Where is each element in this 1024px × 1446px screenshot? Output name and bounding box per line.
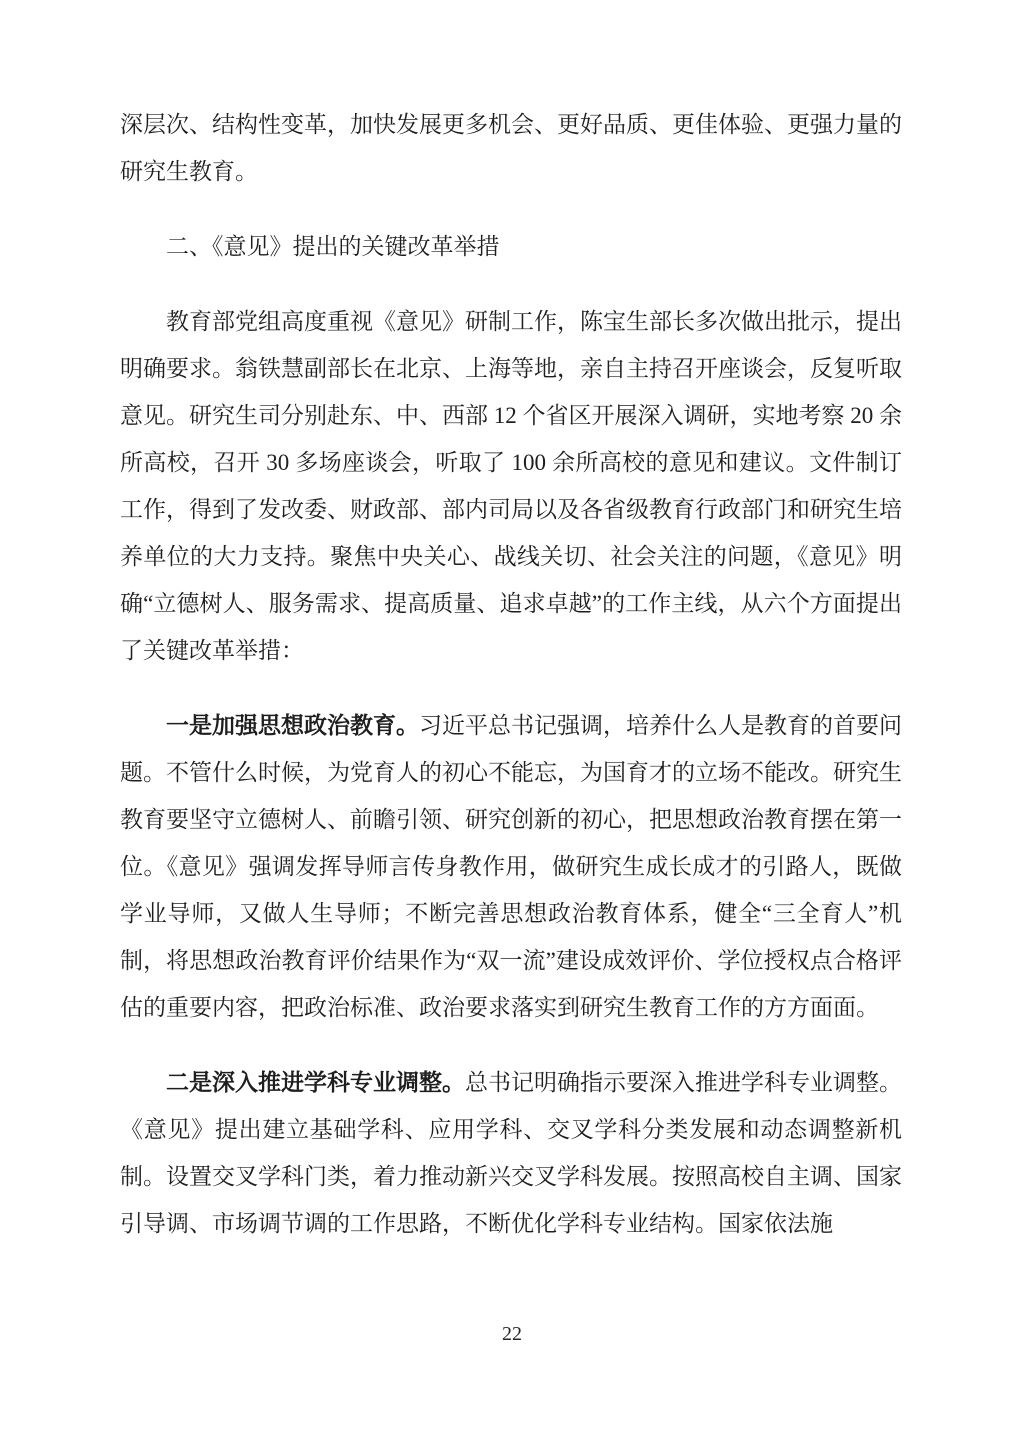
page-number: 22 — [502, 1323, 522, 1345]
section-heading: 二、《意见》提出的关键改革举措 — [166, 234, 500, 259]
page-footer — [0, 1320, 1024, 1348]
paragraph-measure-1 — [120, 702, 902, 1031]
paragraph-overview — [120, 298, 902, 674]
paragraph-measure-1-lead: 一是加强思想政治教育。 — [166, 713, 419, 738]
paragraph-measure-2-lead: 二是深入推进学科专业调整。 — [166, 1070, 465, 1095]
continuation-paragraph: 深层次、结构性变革，加快发展更多机会、更好品质、更佳体验、更强力量的研究生教育。 — [120, 112, 902, 184]
paragraph-measure-2 — [120, 1059, 902, 1247]
paragraph-measure-1-text: 习近平总书记强调，培养什么人是教育的首要问题。不管什么时候，为党育人的初心不能忘，为国育才的立场不能改。研究生教育要坚守立德树人、前瞻引领、研究创新的初心，把思想政治教育摆在第一位。《意见》强调发挥导师言传身教作用，做研究生成长成才的引路人，既做学业导师，又做人生导师；不断完善思想政治教育体系，健全“三全育人”机制，将思想政治教育评价结果作为“双一流”建设成效评价、学位授权点合格评估的重要内容，把政治标准、政治要求落实到研究生教育工作的方方面面。 — [120, 713, 902, 1020]
paragraph-overview-text: 教育部党组高度重视《意见》研制工作，陈宝生部长多次做出批示，提出明确要求。翁铁慧副部长在北京、上海等地，亲自主持召开座谈会，反复听取意见。研究生司分别赴东、中、西部 12 个省区开展深入调研，实地考察 20 余所高校，召开 30 多场座谈会，听取了 100 余所高校的意见和建议。文件制订工作，得到了发改委、财政部、部内司局以及各省级教育行政部门和研究生培养单位的大力支持。聚焦中央关心、战线关切、社会关注的问题，《意见》明确“立德树人、服务需求、提高质量、追求卓越”的工作主线，从六个方面提出了关键改革举措： — [120, 309, 902, 663]
paragraph-measure-2-text: 总书记明确指示要深入推进学科专业调整。《意见》提出建立基础学科、应用学科、交叉学科分类发展和动态调整新机制。设置交叉学科门类，着力推动新兴交叉学科发展。按照高校自主调、国家引导调、市场调节调的工作思路，不断优化学科专业结构。国家依法施 — [120, 1070, 902, 1236]
